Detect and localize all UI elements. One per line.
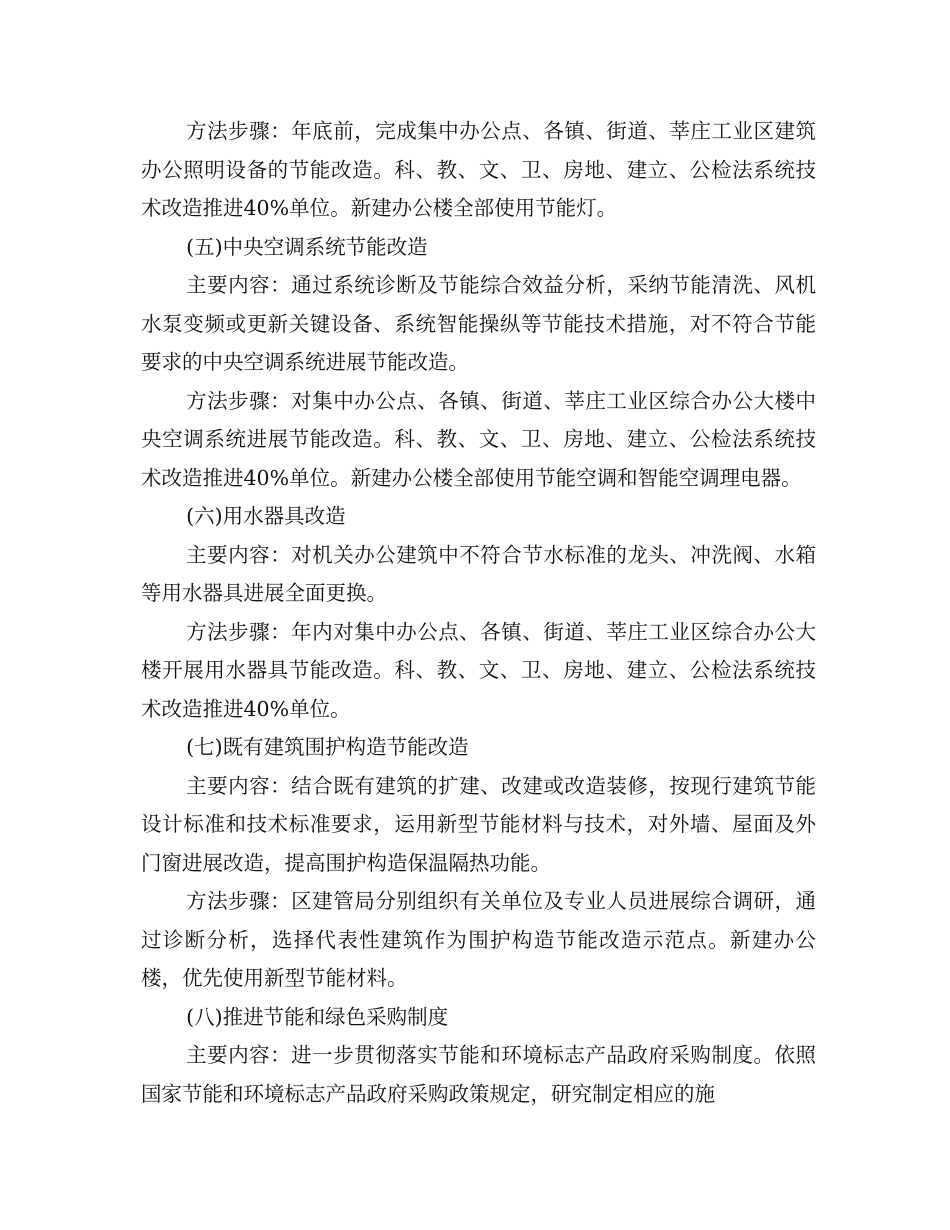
paragraph-central-ac-content: 主要内容：通过系统诊断及节能综合效益分析，采纳节能清洗、风机水泵变频或更新关键设备、系统智能操纵等节能技术措施，对不符合节能要求的中央空调系统进展节能改造。 [141, 273, 816, 374]
paragraph-water-fixtures-steps: 方法步骤：年内对集中办公点、各镇、街道、莘庄工业区综合办公大楼开展用水器具节能改造。科、教、文、卫、房地、建立、公检法系统技术改造推进40%单位。 [141, 619, 816, 721]
paragraph-building-envelope-steps: 方法步骤：区建管局分别组织有关单位及专业人员进展综合调研，通过诊断分析，选择代表性建筑作为围护构造节能改造示范点。新建办公楼，优先使用新型节能材料。 [141, 889, 816, 990]
paragraph-central-ac-steps: 方法步骤：对集中办公点、各镇、街道、莘庄工业区综合办公大楼中央空调系统进展节能改造。科、教、文、卫、房地、建立、公检法系统技术改造推进40%单位。新建办公楼全部使用节能空调和智能空调理电器。 [141, 388, 816, 490]
section-heading-green-procurement: (八)推进节能和绿色采购制度 [186, 1004, 449, 1029]
section-heading-building-envelope: (七)既有建筑围护构造节能改造 [186, 735, 469, 759]
section-heading-central-ac: (五)中央空调系统节能改造 [186, 234, 428, 259]
paragraph-green-procurement-content: 主要内容：进一步贯彻落实节能和环境标志产品政府采购制度。依照国家节能和环境标志产品政府采购政策规定，研究制定相应的施 [141, 1043, 816, 1106]
document-body [141, 112, 816, 1113]
paragraph-water-fixtures-content: 主要内容：对机关办公建筑中不符合节水标准的龙头、冲洗阀、水箱等用水器具进展全面更换。 [141, 542, 816, 605]
paragraph-building-envelope-content: 主要内容：结合既有建筑的扩建、改建或改造装修，按现行建筑节能设计标准和技术标准要求，运用新型节能材料与技术，对外墙、屋面及外门窗进展改造，提高围护构造保温隔热功能。 [141, 773, 816, 875]
section-heading-water-fixtures: (六)用水器具改造 [186, 504, 346, 528]
paragraph-lighting-steps: 方法步骤：年底前，完成集中办公点、各镇、街道、莘庄工业区建筑办公照明设备的节能改造。科、教、文、卫、房地、建立、公检法系统技术改造推进40%单位。新建办公楼全部使用节能灯。 [141, 119, 816, 220]
